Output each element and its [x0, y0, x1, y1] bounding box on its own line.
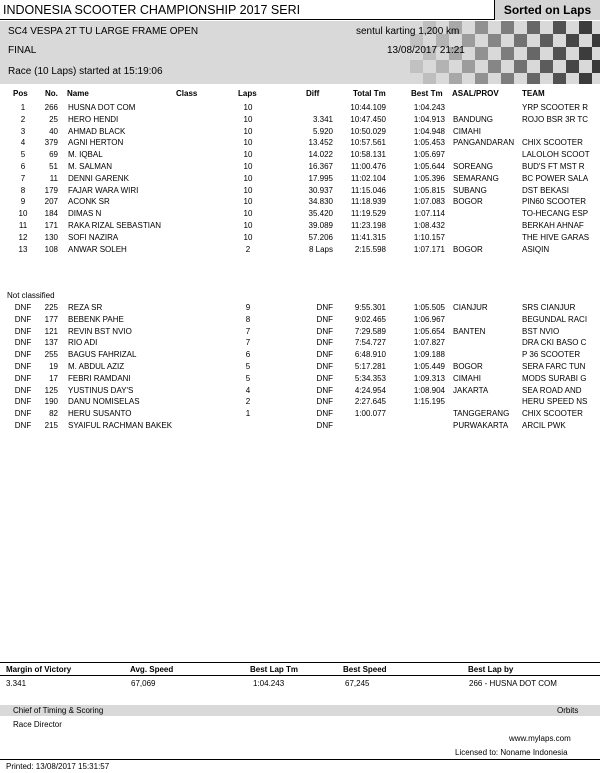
cell-asal: SUBANG [453, 185, 487, 195]
chief-of-timing: Chief of Timing & Scoring [13, 706, 104, 715]
cell-best: 1:05.396 [413, 173, 445, 183]
cell-name: DIMAS N [68, 209, 102, 219]
col-pos: Pos [13, 89, 28, 98]
cell-no: 130 [44, 232, 58, 242]
cell-total: 9:55.301 [354, 303, 386, 312]
flag-square [436, 60, 449, 73]
cell-laps: 5 [245, 362, 251, 371]
cell-name: M. IQBAL [68, 150, 103, 160]
cell-laps: 10 [243, 103, 253, 112]
cell-best: 1:10.157 [413, 232, 445, 242]
cell-pos: 2 [20, 114, 26, 124]
summary-rule-top [0, 662, 600, 663]
cell-best: 1:07.083 [413, 197, 445, 207]
cell-laps: 10 [243, 150, 253, 160]
cell-pos: DNF [14, 421, 32, 430]
flag-square [475, 73, 488, 84]
cell-team: BUD'S FT MST R [522, 162, 585, 171]
cell-diff: DNF [316, 373, 333, 383]
cell-total: 10:58.131 [350, 150, 386, 160]
cell-total: 5:17.281 [354, 362, 386, 371]
cell-diff: 8 Laps [308, 244, 333, 254]
cell-team: BERKAH AHNAF [522, 221, 584, 230]
cell-asal: PURWAKARTA [453, 421, 509, 430]
flag-square [592, 34, 600, 47]
cell-name: SOFI NAZIRA [68, 232, 119, 242]
race-director: Race Director [13, 720, 62, 729]
cell-team: HERU SPEED NS [522, 397, 588, 407]
cell-name: AHMAD BLACK [68, 126, 126, 136]
cell-diff: 16.367 [308, 162, 333, 171]
cell-team: DST BEKASI [522, 185, 569, 195]
summary-header: Avg. Speed [130, 665, 174, 674]
flag-square [592, 60, 600, 73]
cell-laps: 10 [243, 185, 253, 195]
col-asal: ASAL/PROV [452, 89, 499, 98]
cell-laps: 2 [245, 397, 251, 407]
cell-total: 7:29.589 [354, 326, 386, 336]
cell-asal: BOGOR [453, 197, 483, 207]
cell-no: 11 [49, 173, 58, 183]
cell-diff: 34.830 [308, 197, 333, 207]
flag-square [527, 73, 540, 84]
cell-team: SERA FARC TUN [522, 362, 586, 371]
cell-name: REVIN BST NVIO [68, 326, 132, 336]
cell-diff: 14.022 [308, 150, 333, 160]
cell-best: 1:05.815 [413, 185, 445, 195]
cell-pos: 5 [20, 150, 26, 160]
cell-asal: BANDUNG [453, 114, 494, 124]
cell-pos: 10 [18, 209, 28, 219]
cell-best: 1:07.827 [413, 338, 445, 348]
cell-no: 69 [49, 150, 58, 160]
orbits-label: Orbits [557, 706, 579, 715]
cell-pos: 11 [18, 221, 28, 230]
cell-laps: 10 [243, 209, 253, 219]
report-title-bar [0, 0, 600, 20]
summary-rule-mid [0, 675, 600, 676]
cell-name: YUSTINUS DAY'S [68, 385, 134, 395]
cell-pos: 13 [18, 244, 28, 254]
col-class: Class [176, 89, 198, 98]
cell-pos: DNF [14, 373, 32, 383]
cell-asal: SEMARANG [453, 173, 499, 183]
cell-name: RAKA RIZAL SEBASTIAN [68, 221, 162, 230]
cell-no: 108 [44, 244, 58, 254]
cell-laps: 10 [243, 162, 253, 171]
cell-name: DANU NOMISELAS [68, 397, 140, 407]
cell-diff: 39.089 [308, 221, 333, 230]
cell-total: 11:18.939 [351, 197, 386, 207]
cell-pos: DNF [14, 385, 32, 395]
cell-asal: JAKARTA [453, 385, 489, 395]
cell-pos: 9 [20, 197, 26, 207]
cell-diff: 17.995 [308, 173, 333, 183]
cell-name: REZA SR [68, 303, 103, 312]
cell-name: BAGUS FAHRIZAL [68, 350, 137, 360]
cell-laps: 10 [243, 173, 253, 183]
cell-pos: DNF [14, 326, 32, 336]
cell-pos: 1 [20, 103, 26, 112]
flag-square [501, 73, 514, 84]
cell-total: 6:48.910 [354, 350, 386, 360]
cell-laps: 8 [245, 314, 251, 324]
cell-best: 1:15.195 [413, 397, 445, 407]
summary-header: Best Speed [343, 665, 387, 674]
cell-diff: DNF [316, 362, 333, 371]
cell-best: 1:05.449 [413, 362, 445, 371]
cell-no: 177 [44, 314, 58, 324]
cell-no: 25 [49, 114, 58, 124]
flag-square [449, 73, 462, 84]
cell-total: 10:44.109 [350, 103, 386, 112]
cell-asal: SOREANG [453, 162, 494, 171]
venue: sentul karting 1,200 km [356, 26, 460, 37]
cell-diff: 5.920 [312, 126, 333, 136]
flag-square [540, 60, 553, 73]
cell-best: 1:05.505 [413, 303, 445, 312]
cell-name: BEBENK PAHE [68, 314, 124, 324]
flag-square [579, 47, 592, 60]
cell-no: 190 [44, 397, 58, 407]
cell-best: 1:09.313 [413, 373, 445, 383]
cell-name: DENNI GARENK [68, 173, 129, 183]
cell-diff: DNF [316, 397, 333, 407]
cell-best: 1:07.171 [413, 244, 445, 254]
cell-laps: 5 [245, 373, 251, 383]
cell-laps: 9 [245, 303, 251, 312]
cell-total: 11:41.315 [351, 232, 386, 242]
cell-total: 2:15.598 [354, 244, 386, 254]
flag-square [566, 34, 579, 47]
cell-no: 121 [44, 326, 58, 336]
summary-header: Best Lap by [468, 665, 514, 674]
cell-no: 82 [49, 409, 58, 419]
cell-team: YRP SCOOTER R [522, 103, 589, 112]
col-no: No. [45, 89, 58, 98]
cell-team: P 36 SCOOTER [522, 350, 581, 360]
flag-square [501, 21, 514, 34]
cell-asal: CIMAHI [453, 373, 481, 383]
cell-total: 11:00.476 [351, 162, 386, 171]
cell-best: 1:07.114 [414, 209, 445, 219]
cell-name: HERO HENDI [68, 114, 119, 124]
cell-asal: CIMAHI [453, 126, 481, 136]
cell-team: SRS CIANJUR [522, 303, 576, 312]
cell-team: CHIX SCOOTER [522, 138, 583, 148]
cell-best: 1:05.697 [413, 150, 445, 160]
flag-square [514, 34, 527, 47]
cell-pos: 8 [20, 185, 26, 195]
cell-total: 9:02.465 [354, 314, 386, 324]
cell-laps: 10 [243, 221, 253, 230]
cell-team: ROJO BSR 3R TC [522, 114, 589, 124]
summary-header: Best Lap Tm [250, 665, 299, 674]
cell-best: 1:05.453 [413, 138, 445, 148]
cell-name: M. SALMAN [68, 162, 113, 171]
flag-square [553, 21, 566, 34]
cell-pos: DNF [14, 303, 32, 312]
cell-name: ANWAR SOLEH [68, 244, 127, 254]
flag-square [423, 73, 436, 84]
cell-best: 1:08.904 [413, 385, 445, 395]
cell-pos: DNF [14, 397, 32, 407]
cell-no: 125 [44, 385, 58, 395]
col-team: TEAM [522, 89, 545, 98]
cell-total: 2:27.645 [354, 397, 386, 407]
flag-square [501, 47, 514, 60]
cell-laps: 10 [243, 126, 253, 136]
cell-name: FAJAR WARA WIRI [68, 185, 139, 195]
cell-no: 40 [49, 126, 58, 136]
flag-square [579, 21, 592, 34]
cell-total: 7:54.727 [354, 338, 386, 348]
cell-name: M. ABDUL AZIZ [68, 362, 125, 371]
cell-total: 11:19.529 [351, 209, 386, 219]
cell-total: 4:24.954 [354, 385, 386, 395]
cell-asal: BOGOR [453, 362, 483, 371]
cell-diff: 57.206 [308, 232, 333, 242]
cell-laps: 7 [245, 338, 251, 348]
website: www.mylaps.com [509, 734, 571, 743]
cell-diff: DNF [316, 421, 333, 430]
cell-diff: DNF [316, 314, 333, 324]
report-datetime: 13/08/2017 21:21 [387, 45, 465, 56]
cell-no: 19 [49, 362, 58, 371]
cell-laps: 10 [243, 197, 253, 207]
cell-best: 1:04.243 [413, 103, 445, 112]
cell-pos: DNF [14, 350, 32, 360]
race-info: Race (10 Laps) started at 15:19:06 [8, 66, 163, 77]
cell-asal: CIANJUR [453, 303, 488, 312]
cell-laps: 6 [245, 350, 251, 360]
cell-name: SYAIFUL RACHMAN BAKEK [68, 421, 173, 430]
cell-team: TO-HECANG ESP [522, 209, 589, 219]
cell-name: HUSNA DOT COM [68, 103, 136, 112]
not-classified-label: Not classified [7, 291, 55, 300]
cell-name: HERU SUSANTO [68, 409, 132, 419]
cell-total: 10:47.450 [350, 114, 386, 124]
cell-pos: 6 [20, 162, 26, 171]
cell-team: SEA ROAD AND [522, 385, 582, 395]
cell-team: MODS SURABI G [522, 373, 587, 383]
col-total: Total Tm [353, 89, 386, 98]
flag-square [488, 34, 501, 47]
cell-best: 1:05.654 [413, 326, 445, 336]
printed-timestamp: Printed: 13/08/2017 15:31:57 [6, 762, 110, 771]
cell-diff: DNF [316, 350, 333, 360]
cell-name: RIO ADI [68, 338, 98, 348]
best-speed: 67,245 [345, 679, 370, 688]
cell-total: 10:50.029 [350, 126, 386, 136]
avg-speed: 67,069 [131, 679, 156, 688]
cell-best: 1:04.948 [413, 126, 445, 136]
cell-no: 51 [49, 162, 58, 171]
cell-team: ASIQIN [522, 244, 550, 254]
cell-best: 1:04.913 [413, 114, 445, 124]
session-name: FINAL [8, 45, 37, 56]
session-info-band [0, 21, 600, 84]
cell-pos: DNF [14, 409, 32, 419]
cell-team: DRA CKI BASO C [522, 338, 587, 348]
cell-asal: BANTEN [453, 326, 486, 336]
cell-total: 11:02.104 [351, 173, 386, 183]
cell-team: CHIX SCOOTER [522, 409, 583, 419]
flag-square [488, 60, 501, 73]
cell-total: 11:15.046 [351, 185, 386, 195]
best-lap-time: 1:04.243 [253, 679, 285, 688]
cell-laps: 4 [245, 385, 251, 395]
cell-pos: DNF [14, 314, 32, 324]
cell-team: BC POWER SALA [522, 173, 589, 183]
cell-diff: DNF [316, 338, 333, 348]
cell-diff: DNF [316, 326, 333, 336]
cell-asal: PANGANDARAN [453, 138, 515, 148]
cell-total: 1:00.077 [354, 409, 386, 419]
cell-team: LALOLOH SCOOT [522, 150, 590, 160]
cell-best: 1:09.188 [413, 350, 445, 360]
cell-no: 215 [44, 421, 58, 430]
cell-laps: 2 [245, 244, 251, 254]
cell-asal: TANGGERANG [453, 409, 510, 419]
cell-no: 137 [44, 338, 58, 348]
flag-square [527, 21, 540, 34]
sorted-label: Sorted on Laps [494, 0, 600, 20]
cell-diff: DNF [316, 409, 333, 419]
cell-no: 255 [44, 350, 58, 360]
flag-square [514, 60, 527, 73]
cell-pos: DNF [14, 362, 32, 371]
col-best: Best Tm [411, 89, 443, 98]
cell-total: 10:57.561 [350, 138, 386, 148]
cell-best: 1:08.432 [413, 221, 445, 230]
class-name: SC4 VESPA 2T TU LARGE FRAME OPEN [8, 26, 199, 37]
col-name: Name [67, 89, 89, 98]
cell-laps: 7 [245, 326, 251, 336]
cell-laps: 10 [243, 232, 253, 242]
flag-square [462, 60, 475, 73]
cell-no: 207 [44, 197, 58, 207]
cell-asal: BOGOR [453, 244, 483, 254]
cell-diff: 3.341 [312, 114, 333, 124]
cell-no: 17 [49, 373, 58, 383]
cell-diff: DNF [316, 385, 333, 395]
cell-name: FEBRI RAMDANI [68, 373, 131, 383]
cell-total: 5:34.353 [354, 373, 386, 383]
cell-no: 379 [44, 138, 58, 148]
cell-no: 184 [44, 209, 58, 219]
chief-band [0, 705, 600, 716]
cell-pos: 7 [20, 173, 26, 183]
flag-square [553, 73, 566, 84]
cell-pos: 3 [20, 126, 26, 136]
footer-rule [0, 759, 600, 760]
cell-best: 1:06.967 [413, 314, 445, 324]
cell-pos: 4 [20, 138, 26, 148]
cell-pos: 12 [18, 232, 28, 242]
flag-square [553, 47, 566, 60]
cell-pos: DNF [14, 338, 32, 348]
margin-of-victory: 3.341 [6, 679, 27, 688]
flag-square [475, 47, 488, 60]
cell-total: 11:23.198 [351, 221, 386, 230]
cell-team: BST NVIO [522, 326, 560, 336]
license-info: Licensed to: Noname Indonesia [455, 748, 568, 757]
cell-laps: 10 [243, 114, 253, 124]
cell-team: PIN60 SCOOTER [522, 197, 587, 207]
cell-no: 171 [44, 221, 58, 230]
cell-laps: 1 [245, 409, 251, 419]
flag-square [475, 21, 488, 34]
cell-diff: DNF [316, 303, 333, 312]
col-diff: Diff [306, 89, 320, 98]
cell-diff: 35.420 [308, 209, 333, 219]
flag-square [527, 47, 540, 60]
cell-team: ARCIL PWK [522, 421, 566, 430]
summary-header: Margin of Victory [6, 665, 72, 674]
cell-diff: 30.937 [308, 185, 333, 195]
cell-laps: 10 [243, 138, 253, 148]
flag-square [566, 60, 579, 73]
best-lap-by: 266 - HUSNA DOT COM [469, 679, 557, 688]
cell-no: 225 [44, 303, 58, 312]
flag-square [410, 60, 423, 73]
cell-no: 266 [44, 103, 58, 112]
cell-team: THE HIVE GARAS [522, 232, 590, 242]
cell-team: BEGUNDAL RACI [522, 314, 588, 324]
cell-name: AGNI HERTON [68, 138, 124, 148]
cell-diff: 13.452 [308, 138, 333, 148]
cell-no: 179 [44, 185, 58, 195]
report-title: INDONESIA SCOOTER CHAMPIONSHIP 2017 SERI [3, 3, 301, 17]
col-laps: Laps [238, 89, 257, 98]
flag-square [540, 34, 553, 47]
flag-square [579, 73, 592, 84]
cell-best: 1:05.644 [413, 162, 445, 171]
cell-name: ACONK SR [68, 197, 110, 207]
